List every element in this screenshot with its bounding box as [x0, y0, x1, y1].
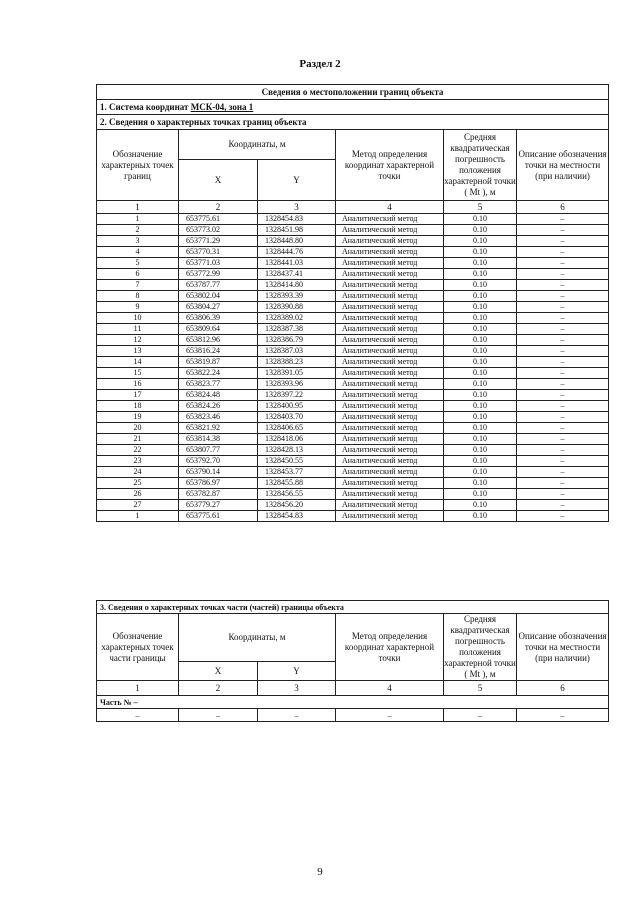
x-cell: 653812.96 — [179, 335, 258, 346]
y-cell: 1328453.77 — [258, 467, 336, 478]
column-number: 2 — [179, 201, 258, 214]
table-row — [97, 445, 609, 456]
y-cell: 1328451.98 — [258, 225, 336, 236]
desc-cell: – — [517, 489, 609, 500]
header-y: Y — [258, 160, 336, 201]
method-cell: Аналитический метод — [336, 434, 444, 445]
part-empty-cell: – — [97, 709, 179, 722]
y-cell: 1328441.03 — [258, 258, 336, 269]
header-desc: Описание обозначения точки на местности (при наличии) — [517, 130, 609, 201]
error-cell: 0.10 — [444, 379, 517, 390]
table-row — [97, 258, 609, 269]
y-cell: 1328455.88 — [258, 478, 336, 489]
part-column-number: 6 — [517, 681, 609, 696]
point-cell: 25 — [97, 478, 179, 489]
x-cell: 653822.24 — [179, 368, 258, 379]
column-number: 1 — [97, 201, 179, 214]
header-point: Обозначение характерных точек границ — [97, 130, 179, 201]
y-cell: 1328414.80 — [258, 280, 336, 291]
desc-cell: – — [517, 478, 609, 489]
table-row — [97, 467, 609, 478]
y-cell: 1328444.76 — [258, 247, 336, 258]
y-cell: 1328456.20 — [258, 500, 336, 511]
part-header-y: Y — [258, 662, 336, 681]
point-cell: 3 — [97, 236, 179, 247]
desc-cell: – — [517, 368, 609, 379]
x-cell: 653775.61 — [179, 214, 258, 225]
table-row — [97, 500, 609, 511]
point-cell: 2 — [97, 225, 179, 236]
table-row — [97, 423, 609, 434]
y-cell: 1328393.96 — [258, 379, 336, 390]
part-column-number: 1 — [97, 681, 179, 696]
table-row — [97, 511, 609, 522]
method-cell: Аналитический метод — [336, 236, 444, 247]
y-cell: 1328437.41 — [258, 269, 336, 280]
error-cell: 0.10 — [444, 335, 517, 346]
y-cell: 1328456.55 — [258, 489, 336, 500]
table-row — [97, 489, 609, 500]
x-cell: 653806.39 — [179, 313, 258, 324]
header-x: X — [179, 160, 258, 201]
method-cell: Аналитический метод — [336, 511, 444, 522]
desc-cell: – — [517, 456, 609, 467]
x-cell: 653807.77 — [179, 445, 258, 456]
error-cell: 0.10 — [444, 313, 517, 324]
method-cell: Аналитический метод — [336, 456, 444, 467]
x-cell: 653770.31 — [179, 247, 258, 258]
point-cell: 15 — [97, 368, 179, 379]
y-cell: 1328387.38 — [258, 324, 336, 335]
method-cell: Аналитический метод — [336, 280, 444, 291]
header-error: Средняя квадратическая погрешность положения характерной точки ( Mt ), м — [444, 130, 517, 201]
error-cell: 0.10 — [444, 280, 517, 291]
table-row — [97, 401, 609, 412]
point-cell: 8 — [97, 291, 179, 302]
part-column-number: 5 — [444, 681, 517, 696]
page-number: 9 — [317, 866, 323, 878]
table-row — [97, 478, 609, 489]
method-cell: Аналитический метод — [336, 500, 444, 511]
desc-cell: – — [517, 467, 609, 478]
error-cell: 0.10 — [444, 401, 517, 412]
desc-cell: – — [517, 269, 609, 280]
x-cell: 653772.99 — [179, 269, 258, 280]
part-header-desc: Описание обозначения точки на местности (при наличии) — [517, 614, 609, 681]
desc-cell: – — [517, 247, 609, 258]
error-cell: 0.10 — [444, 357, 517, 368]
method-cell: Аналитический метод — [336, 346, 444, 357]
point-cell: 14 — [97, 357, 179, 368]
y-cell: 1328428.13 — [258, 445, 336, 456]
x-cell: 653771.03 — [179, 258, 258, 269]
boundary-points-table — [96, 84, 609, 522]
table-row — [97, 368, 609, 379]
desc-cell: – — [517, 258, 609, 269]
table-row — [97, 236, 609, 247]
error-cell: 0.10 — [444, 258, 517, 269]
table-row — [97, 302, 609, 313]
point-cell: 24 — [97, 467, 179, 478]
part-points-table — [96, 600, 609, 722]
table-row — [97, 379, 609, 390]
point-cell: 1 — [97, 511, 179, 522]
part-header-error: Средняя квадратическая погрешность положения характерной точки ( Mt ), м — [444, 614, 516, 679]
error-cell: 0.10 — [444, 225, 517, 236]
point-cell: 22 — [97, 445, 179, 456]
error-cell: 0.10 — [444, 489, 517, 500]
part-column-number: 2 — [179, 681, 258, 696]
point-cell: 21 — [97, 434, 179, 445]
table-title: Сведения о местоположении границ объекта — [97, 85, 609, 100]
point-cell: 23 — [97, 456, 179, 467]
table-row — [97, 434, 609, 445]
y-cell: 1328403.70 — [258, 412, 336, 423]
x-cell: 653804.27 — [179, 302, 258, 313]
part-empty-cell: – — [517, 709, 609, 722]
error-cell: 0.10 — [444, 478, 517, 489]
x-cell: 653773.02 — [179, 225, 258, 236]
point-cell: 27 — [97, 500, 179, 511]
coord-system-row — [97, 100, 609, 115]
desc-cell: – — [517, 335, 609, 346]
method-cell: Аналитический метод — [336, 445, 444, 456]
desc-cell: – — [517, 357, 609, 368]
y-cell: 1328400.95 — [258, 401, 336, 412]
desc-cell: – — [517, 313, 609, 324]
error-cell: 0.10 — [444, 291, 517, 302]
y-cell: 1328454.83 — [258, 214, 336, 225]
table-row — [97, 357, 609, 368]
x-cell: 653790.14 — [179, 467, 258, 478]
table-row — [97, 313, 609, 324]
point-cell: 12 — [97, 335, 179, 346]
error-cell: 0.10 — [444, 390, 517, 401]
y-cell: 1328393.39 — [258, 291, 336, 302]
y-cell: 1328450.55 — [258, 456, 336, 467]
method-cell: Аналитический метод — [336, 357, 444, 368]
error-cell: 0.10 — [444, 346, 517, 357]
method-cell: Аналитический метод — [336, 247, 444, 258]
error-cell: 0.10 — [444, 214, 517, 225]
point-cell: 4 — [97, 247, 179, 258]
method-cell: Аналитический метод — [336, 214, 444, 225]
table-row — [97, 280, 609, 291]
x-cell: 653823.46 — [179, 412, 258, 423]
x-cell: 653775.61 — [179, 511, 258, 522]
point-cell: 19 — [97, 412, 179, 423]
table-row — [97, 269, 609, 280]
x-cell: 653786.97 — [179, 478, 258, 489]
desc-cell: – — [517, 346, 609, 357]
method-cell: Аналитический метод — [336, 291, 444, 302]
x-cell: 653782.87 — [179, 489, 258, 500]
point-cell: 20 — [97, 423, 179, 434]
column-number: 5 — [444, 201, 517, 214]
method-cell: Аналитический метод — [336, 478, 444, 489]
method-cell: Аналитический метод — [336, 302, 444, 313]
table-row — [97, 346, 609, 357]
y-cell: 1328387.03 — [258, 346, 336, 357]
method-cell: Аналитический метод — [336, 390, 444, 401]
desc-cell: – — [517, 500, 609, 511]
y-cell: 1328386.79 — [258, 335, 336, 346]
x-cell: 653802.04 — [179, 291, 258, 302]
x-cell: 653824.26 — [179, 401, 258, 412]
method-cell: Аналитический метод — [336, 269, 444, 280]
column-number: 6 — [517, 201, 609, 214]
y-cell: 1328390.88 — [258, 302, 336, 313]
section-3-title: 3. Сведения о характерных точках части (частей) границы объекта — [97, 601, 609, 614]
point-cell: 1 — [97, 214, 179, 225]
desc-cell: – — [517, 324, 609, 335]
table-row — [97, 412, 609, 423]
part-empty-cell: – — [444, 709, 517, 722]
y-cell: 1328454.83 — [258, 511, 336, 522]
coord-system-prefix: 1. Система координат — [100, 102, 189, 112]
desc-cell: – — [517, 511, 609, 522]
y-cell: 1328389.02 — [258, 313, 336, 324]
error-cell: 0.10 — [444, 456, 517, 467]
point-cell: 7 — [97, 280, 179, 291]
method-cell: Аналитический метод — [336, 313, 444, 324]
point-cell: 11 — [97, 324, 179, 335]
part-empty-cell: – — [336, 709, 444, 722]
desc-cell: – — [517, 302, 609, 313]
desc-cell: – — [517, 236, 609, 247]
method-cell: Аналитический метод — [336, 467, 444, 478]
column-number: 4 — [336, 201, 444, 214]
section-2-title: 2. Сведения о характерных точках границ объекта — [97, 115, 609, 130]
header-coords: Координаты, м — [179, 130, 336, 160]
x-cell: 653823.77 — [179, 379, 258, 390]
desc-cell: – — [517, 445, 609, 456]
error-cell: 0.10 — [444, 412, 517, 423]
part-empty-cell: – — [258, 709, 336, 722]
method-cell: Аналитический метод — [336, 368, 444, 379]
part-empty-cell: – — [179, 709, 258, 722]
desc-cell: – — [517, 225, 609, 236]
desc-cell: – — [517, 423, 609, 434]
x-cell: 653787.77 — [179, 280, 258, 291]
x-cell: 653814.38 — [179, 434, 258, 445]
error-cell: 0.10 — [444, 445, 517, 456]
table-row — [97, 324, 609, 335]
error-cell: 0.10 — [444, 247, 517, 258]
method-cell: Аналитический метод — [336, 324, 444, 335]
table-row — [97, 214, 609, 225]
desc-cell: – — [517, 280, 609, 291]
header-method: Метод определения координат характерной точки — [336, 130, 444, 201]
method-cell: Аналитический метод — [336, 401, 444, 412]
part-header-x: X — [179, 662, 258, 681]
coord-system-value: МСК-04, зона 1 — [190, 102, 254, 112]
method-cell: Аналитический метод — [336, 423, 444, 434]
method-cell: Аналитический метод — [336, 489, 444, 500]
desc-cell: – — [517, 401, 609, 412]
point-cell: 18 — [97, 401, 179, 412]
error-cell: 0.10 — [444, 368, 517, 379]
points-body — [97, 214, 609, 522]
error-cell: 0.10 — [444, 467, 517, 478]
y-cell: 1328418.06 — [258, 434, 336, 445]
table-row — [97, 291, 609, 302]
desc-cell: – — [517, 434, 609, 445]
x-cell: 653809.64 — [179, 324, 258, 335]
part-label: Часть № – — [97, 696, 609, 709]
desc-cell: – — [517, 214, 609, 225]
x-cell: 653779.27 — [179, 500, 258, 511]
point-cell: 13 — [97, 346, 179, 357]
method-cell: Аналитический метод — [336, 412, 444, 423]
table-row — [97, 390, 609, 401]
x-cell: 653816.24 — [179, 346, 258, 357]
y-cell: 1328448.80 — [258, 236, 336, 247]
point-cell: 6 — [97, 269, 179, 280]
table-row — [97, 335, 609, 346]
part-column-number: 3 — [258, 681, 336, 696]
desc-cell: – — [517, 390, 609, 401]
x-cell: 653819.87 — [179, 357, 258, 368]
desc-cell: – — [517, 379, 609, 390]
table-row — [97, 456, 609, 467]
part-header-method: Метод определения координат характерной точки — [336, 614, 444, 681]
method-cell: Аналитический метод — [336, 225, 444, 236]
table-row — [97, 247, 609, 258]
x-cell: 653792.70 — [179, 456, 258, 467]
error-cell: 0.10 — [444, 500, 517, 511]
part-column-number: 4 — [336, 681, 444, 696]
table-row — [97, 225, 609, 236]
error-cell: 0.10 — [444, 423, 517, 434]
part-header-coords: Координаты, м — [179, 614, 336, 662]
point-cell: 17 — [97, 390, 179, 401]
x-cell: 653821.92 — [179, 423, 258, 434]
error-cell: 0.10 — [444, 302, 517, 313]
desc-cell: – — [517, 412, 609, 423]
section-heading: Раздел 2 — [299, 58, 341, 70]
column-number: 3 — [258, 201, 336, 214]
x-cell: 653824.48 — [179, 390, 258, 401]
point-cell: 26 — [97, 489, 179, 500]
desc-cell: – — [517, 291, 609, 302]
error-cell: 0.10 — [444, 511, 517, 522]
method-cell: Аналитический метод — [336, 258, 444, 269]
y-cell: 1328406.65 — [258, 423, 336, 434]
point-cell: 5 — [97, 258, 179, 269]
y-cell: 1328391.05 — [258, 368, 336, 379]
point-cell: 10 — [97, 313, 179, 324]
point-cell: 16 — [97, 379, 179, 390]
y-cell: 1328388.23 — [258, 357, 336, 368]
error-cell: 0.10 — [444, 324, 517, 335]
error-cell: 0.10 — [444, 269, 517, 280]
method-cell: Аналитический метод — [336, 335, 444, 346]
y-cell: 1328397.22 — [258, 390, 336, 401]
error-cell: 0.10 — [444, 434, 517, 445]
method-cell: Аналитический метод — [336, 379, 444, 390]
point-cell: 9 — [97, 302, 179, 313]
error-cell: 0.10 — [444, 236, 517, 247]
x-cell: 653771.29 — [179, 236, 258, 247]
part-header-point: Обозначение характерных точек части границы — [97, 614, 179, 681]
